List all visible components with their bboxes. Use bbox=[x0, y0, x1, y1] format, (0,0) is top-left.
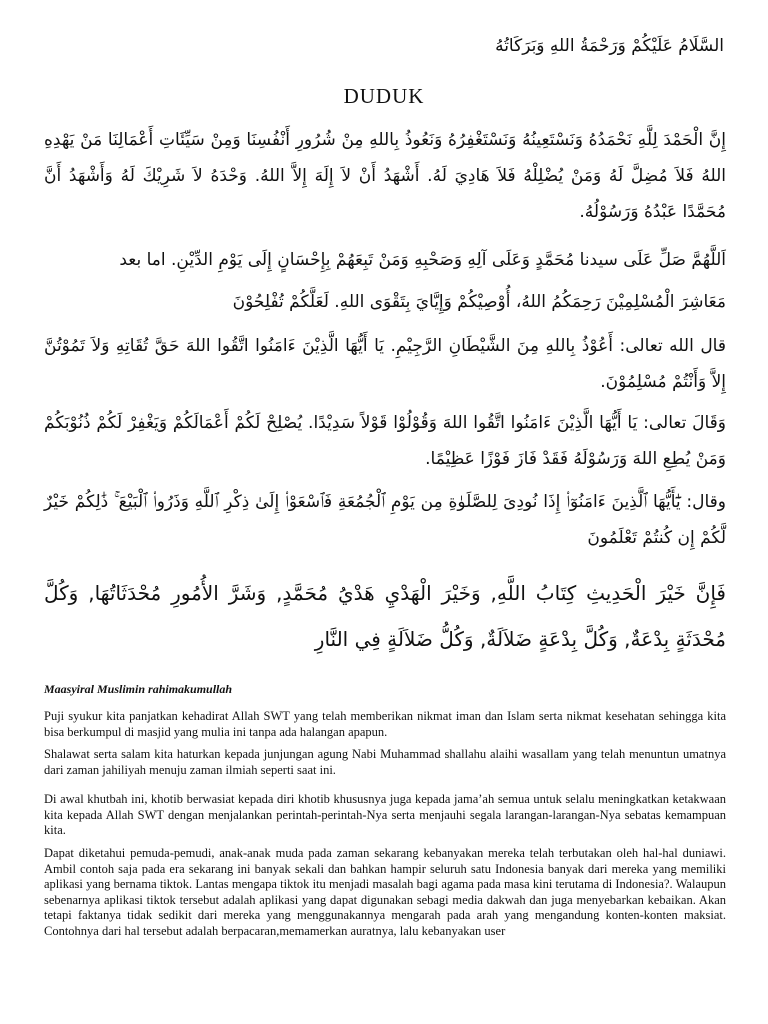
arabic-wasiat: مَعَاشِرَ الْمُسْلِمِيْنَ رَحِمَكُمُ اللهُ، أُوْصِيْكُمْ وَإِيَّايَ بِتَقْوَى اللهِ. لَعَلَّكُمْ تُفْلِحُوْنَ bbox=[232, 292, 726, 312]
paragraph: Dapat diketahui pemuda-pemudi, anak-anak muda pada zaman sekarang kebanyakan mereka telah terbutakan oleh hal-hal duniawi. Ambil contoh saja pada era sekarang ini banyak sekali dan bahkan hampir seluruh satu Indonesia banyak dari mereka yang memiliki aplikasi yang bernama tiktok. Lantas mengapa tiktok itu menjadi masalah bagi agama pada masa kini terutama di Indonesia?. Walaupun sebenarnya aplikasi tiktok tersebut adalah aplikasi yang dapat digunakan sebagi media dakwah dan juga menyebarkan kebaikan. Akan tetapi faktanya tidak sedikit dari mereka yang menggunakannya mengarah pada arah yang mengandung konten-konten maksiat. Contohnya dari hal tersebut adalah berpacaran,memamerkan auratnya, lalu kebanyakan user bbox=[44, 846, 726, 938]
section-heading: Maasyiral Muslimin rahimakumullah bbox=[44, 682, 233, 696]
arabic-opening-praise: إِنَّ الْحَمْدَ لِلَّهِ نَحْمَدُهُ وَنَسْتَعِينُهُ وَنَسْتَغْفِرُهُ وَنَعُوذُ بِاللهِ مِنْ شُرُورِ أَنْفُسِنَا وَمِنْ سَيِّئَاتِ أَعْمَالِنَا مَنْ يَهْدِهِ اللهُ فَلاَ مُضِلَّ لَهُ وَمَنْ يُضْلِلْهُ فَلاَ هَادِيَ لَهُ. أَشْهَدُ أَنْ لاَ إِلَهَ إِلاَّ اللهُ. وَحْدَهُ لاَ شَرِيْكَ لَهُ وَأَشْهَدُ أَنَّ مُحَمَّدًا عَبْدُهُ وَرَسُوْلُهُ. bbox=[44, 130, 726, 222]
arabic-hadith: فَإِنَّ خَيْرَ الْحَدِيثِ كِتَابُ اللَّهِ, وَخَيْرَ الْهَدْيِ هَدْيُ مُحَمَّدٍ, وَشَرَّ الأُمُورِ مُحْدَثَاتُهَا, وَكُلَّ مُحْدَثَةٍ بِدْعَةٌ, وَكُلَّ بِدْعَةٍ ضَلاَلَةٌ, وَكُلُّ ضَلاَلَةٍ فِي النَّارِ bbox=[44, 581, 726, 651]
arabic-shalawat: اَللَّهُمَّ صَلِّ عَلَى سيدنا مُحَمَّدٍ وَعَلَى آلِهِ وَصَحْبِهِ وَمَنْ تَبِعَهُمْ بِإِحْسَانٍ إِلَى يَوْمِ الدِّيْنِ. اما بعد bbox=[119, 250, 726, 270]
page-title: DUDUK bbox=[343, 84, 425, 108]
paragraph: Di awal khutbah ini, khotib berwasiat kepada diri khotib khususnya juga kepada jama’ah semua untuk selalu meningkatkan ketakwaan kita kepada Allah SWT dengan menjalankan perintah-perintah-Nya serta menjauhi segala larangan-larangan-Nya sebatas kemampuan kita. bbox=[44, 792, 726, 837]
salam-greeting: السَّلَامُ عَلَيْكُمْ وَرَحْمَةُ اللهِ وَبَرَكَاتُهُ bbox=[495, 36, 724, 56]
arabic-quran-verse-2: وَقَالَ تعالى: يَا أَيُّهَا الَّذِيْنَ ءَامَنُوا اتَّقُوا اللهَ وَقُوْلُوْا قَوْلاً سَدِيْدًا. يُصْلِحْ لَكُمْ أَعْمَالَكُمْ وَيَغْفِرْ لَكُمْ ذُنُوْبَكُمْ وَمَنْ يُطِعِ اللهَ وَرَسُوْلَهُ فَقَدْ فَازَ فَوْزًا عَظِيْمًا. bbox=[44, 413, 726, 469]
arabic-quran-verse-1: قال الله تعالى: أَعُوْذُ بِاللهِ مِنَ الشَّيْطَانِ الرَّجِيْمِ. يَا أَيُّهَا الَّذِيْنَ ءَامَنُوا اتَّقُوا اللهَ حَقَّ تُقَاتِهِ وَلاَ تَمُوْتُنَّ إِلاَّ وَأَنْتُمْ مُسْلِمُوْنَ. bbox=[44, 336, 726, 392]
arabic-quran-verse-3: وقال: يَٰٓأَيُّهَا ٱلَّذِينَ ءَامَنُوٓا۟ إِذَا نُودِىَ لِلصَّلَوٰةِ مِن يَوْمِ ٱلْجُمُعَةِ فَٱسْعَوْا۟ إِلَىٰ ذِكْرِ ٱللَّهِ وَذَرُوا۟ ٱلْبَيْعَ ۚ ذَٰلِكُمْ خَيْرٌ لَّكُمْ إِن كُنتُمْ تَعْلَمُونَ bbox=[44, 492, 726, 548]
paragraph: Shalawat serta salam kita haturkan kepada junjungan agung Nabi Muhammad shallahu alaihi wasallam yang telah menuntun umatnya dari zaman jahiliyah menuju zaman ilmiah seperti saat ini. bbox=[44, 747, 726, 777]
paragraph: Puji syukur kita panjatkan kehadirat Allah SWT yang telah memberikan nikmat iman dan Islam serta nikmat kesehatan sehingga kita bisa berkumpul di masjid yang mulia ini tanpa ada halangan apapun. bbox=[44, 709, 726, 739]
